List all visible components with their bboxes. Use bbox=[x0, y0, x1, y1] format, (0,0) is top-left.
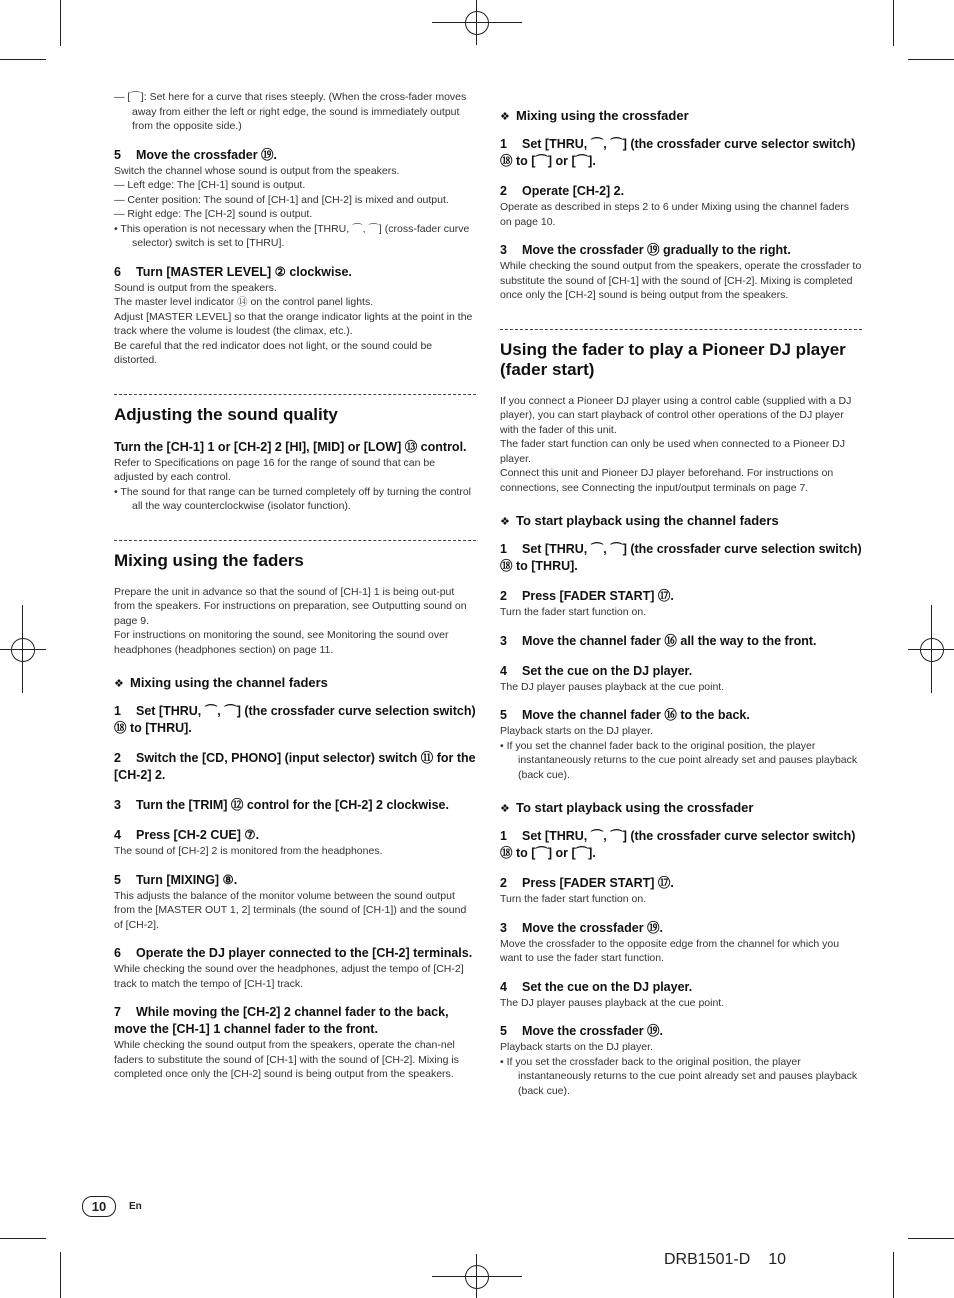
crop-mark bbox=[60, 1252, 61, 1298]
paragraph: The DJ player pauses playback at the cue point. bbox=[500, 680, 725, 693]
step-number: 5 bbox=[500, 1024, 507, 1038]
registration-circle bbox=[11, 638, 35, 662]
paragraph: Be careful that the red indicator does not light, or the sound could be distorted. bbox=[114, 339, 433, 366]
list-item: — Left edge: The [CH-1] sound is output. bbox=[114, 179, 306, 191]
step-text: Move the crossfader ⑲. bbox=[522, 920, 664, 935]
paragraph: While checking the sound output from the speakers, operate the chan-nel faders to substitute the sound of [CH-1] with the sound of [CH-2]. Mixing is completed once only the [CH-2] sound is being output from the speakers. bbox=[114, 1039, 459, 1080]
paragraph: If you connect a Pioneer DJ player using a control cable (supplied with a DJ player), you can start playback of control other operations of the DJ player with the fader of this unit. bbox=[500, 394, 852, 436]
left-column bbox=[114, 90, 476, 1082]
step-text: Operate the DJ player connected to the [CH-2] terminals. bbox=[136, 946, 473, 960]
step-number: 4 bbox=[114, 828, 121, 842]
step-heading bbox=[500, 588, 862, 605]
step-text: Set the cue on the DJ player. bbox=[522, 979, 693, 994]
step-heading bbox=[500, 979, 862, 996]
step-number: 2 bbox=[500, 876, 507, 890]
step-number: 4 bbox=[500, 663, 507, 678]
paragraph: Switch the channel whose sound is output from the speakers. bbox=[114, 164, 400, 177]
paragraph: Turn the fader start function on. bbox=[500, 606, 647, 618]
section-divider bbox=[500, 329, 862, 330]
step-text: Move the crossfader ⑲ gradually to the right. bbox=[522, 243, 791, 257]
step-heading bbox=[500, 183, 862, 200]
paragraph: Playback starts on the DJ player. bbox=[500, 1041, 653, 1053]
step-number: 2 bbox=[114, 751, 121, 765]
list-item: — Center position: The sound of [CH-1] and [CH-2] is mixed and output. bbox=[114, 193, 449, 206]
step-heading bbox=[114, 827, 476, 844]
step-heading bbox=[500, 875, 862, 892]
crop-mark bbox=[893, 0, 894, 46]
step-text: Set [THRU, ⌒, ⌒] (the crossfader curve selector switch) ⑱ to [⌒] or [⌒]. bbox=[500, 829, 856, 860]
list-item: • This operation is not necessary when the [THRU, ⌒, ⌒] (cross-fader curve selector) switch is set to [THRU]. bbox=[114, 222, 470, 249]
section-heading: Adjusting the sound quality bbox=[114, 404, 338, 424]
paragraph: The master level indicator ⑭ on the control panel lights. bbox=[114, 296, 374, 308]
paragraph: Turn the fader start function on. bbox=[500, 893, 647, 905]
language-label: En bbox=[129, 1201, 142, 1212]
step-text: Move the crossfader ⑲. bbox=[522, 1024, 664, 1038]
document-code bbox=[664, 1251, 786, 1269]
step-number: 6 bbox=[114, 946, 121, 960]
step-number: 2 bbox=[500, 589, 507, 603]
paragraph: Prepare the unit in advance so that the sound of [CH-1] 1 is being out-put from the speakers. For instructions on preparation, see Outputting sound on page 9. bbox=[114, 585, 467, 627]
step-number: 3 bbox=[500, 633, 507, 648]
page-number-badge: 10 bbox=[82, 1196, 116, 1217]
step-heading bbox=[500, 136, 862, 170]
step-heading bbox=[114, 147, 476, 164]
step-number: 7 bbox=[114, 1005, 121, 1019]
step-heading bbox=[114, 945, 476, 962]
step-text: Turn [MIXING] ⑧. bbox=[136, 872, 238, 887]
doc-code-text: DRB1501-D bbox=[664, 1251, 751, 1268]
step-text: Move the crossfader ⑲. bbox=[136, 147, 278, 162]
step-heading bbox=[114, 439, 476, 456]
paragraph: The sound of [CH-2] 2 is monitored from the headphones. bbox=[114, 845, 383, 857]
section-heading: Using the fader to play a Pioneer DJ player (fader start) bbox=[500, 339, 846, 379]
step-text: Set [THRU, ⌒, ⌒] (the crossfader curve selection switch) ⑱ to [THRU]. bbox=[114, 704, 476, 735]
paragraph: The DJ player pauses playback at the cue point. bbox=[500, 996, 725, 1009]
list-item: — [⌒]: Set here for a curve that rises steeply. (When the cross-fader moves away from either the left or right edge, the sound is immediately output from the opposite side.) bbox=[114, 91, 467, 132]
crop-mark bbox=[0, 59, 46, 60]
subsection-heading: ❖ To start playback using the crossfader bbox=[500, 800, 862, 815]
paragraph: While checking the sound output from the speakers, operate the crossfader to substitute the sound of [CH-1] with the sound of [CH-2]. Mixing is completed once only the [CH-2] sound is being output from the speakers. bbox=[500, 260, 862, 301]
list-item: — Right edge: The [CH-2] sound is output. bbox=[114, 208, 313, 220]
subsection-heading: ❖ Mixing using the crossfader bbox=[500, 108, 862, 123]
step-number: 1 bbox=[114, 704, 121, 718]
step-heading bbox=[114, 703, 476, 737]
step-text: Turn the [CH-1] 1 or [CH-2] 2 [HI], [MID] or [LOW] ⑬ control. bbox=[114, 439, 467, 454]
step-number: 4 bbox=[500, 979, 507, 994]
list-item: • If you set the crossfader back to the original position, the player instantaneously returns to the cue point already set and pauses playback (back cue). bbox=[500, 1055, 858, 1097]
step-text: Press [FADER START] ⑰. bbox=[522, 876, 674, 890]
step-heading bbox=[500, 663, 862, 680]
step-number: 1 bbox=[500, 829, 507, 843]
crop-mark bbox=[0, 1238, 46, 1239]
step-heading bbox=[500, 242, 862, 259]
paragraph: Operate as described in steps 2 to 6 under Mixing using the channel faders on page 10. bbox=[500, 201, 850, 228]
paragraph: For instructions on monitoring the sound, see Monitoring the sound over headphones (headphones section) on page 11. bbox=[114, 629, 449, 656]
section-divider bbox=[114, 394, 476, 395]
crop-mark bbox=[908, 59, 954, 60]
step-text: Press [FADER START] ⑰. bbox=[522, 589, 674, 603]
step-heading bbox=[114, 264, 476, 281]
step-number: 1 bbox=[500, 542, 507, 556]
step-heading bbox=[500, 707, 862, 724]
list-item: • The sound for that range can be turned completely off by turning the control all the way counterclockwise (isolator function). bbox=[114, 485, 472, 512]
step-heading bbox=[500, 828, 862, 862]
step-heading bbox=[500, 1023, 862, 1040]
step-number: 5 bbox=[114, 872, 121, 887]
crop-mark bbox=[908, 1238, 954, 1239]
doc-page-text: 10 bbox=[768, 1251, 787, 1268]
step-text: Turn [MASTER LEVEL] ② clockwise. bbox=[136, 264, 352, 279]
paragraph: Sound is output from the speakers. bbox=[114, 281, 277, 294]
step-text: Operate [CH-2] 2. bbox=[522, 184, 625, 198]
step-number: 3 bbox=[500, 243, 507, 257]
registration-circle bbox=[465, 11, 489, 35]
step-text: Turn the [TRIM] ⑫ control for the [CH-2] 2 clockwise. bbox=[136, 798, 449, 812]
step-text: Set [THRU, ⌒, ⌒] (the crossfader curve selection switch) ⑱ to [THRU]. bbox=[500, 542, 862, 573]
step-text: Set the cue on the DJ player. bbox=[522, 663, 693, 678]
step-text: Set [THRU, ⌒, ⌒] (the crossfader curve selector switch) ⑱ to [⌒] or [⌒]. bbox=[500, 137, 856, 168]
step-heading bbox=[500, 920, 862, 937]
step-text: While moving the [CH-2] 2 channel fader to the back, move the [CH-1] 1 channel fader to the front. bbox=[114, 1005, 449, 1036]
step-number: 3 bbox=[500, 920, 507, 935]
list-item: • If you set the channel fader back to the original position, the player instantaneously returns to the cue point already set and pauses playback (back cue). bbox=[500, 739, 858, 781]
section-divider bbox=[114, 540, 476, 541]
subsection-heading: ❖ Mixing using the channel faders bbox=[114, 675, 476, 690]
paragraph: While checking the sound over the headphones, adjust the tempo of [CH-2] track to match the tempo of [CH-1] track. bbox=[114, 963, 464, 990]
paragraph: Move the crossfader to the opposite edge from the channel for which you want to use the fader start function. bbox=[500, 937, 840, 964]
paragraph: Refer to Specifications on page 16 for the range of sound that can be adjusted by each control. bbox=[114, 456, 436, 483]
crop-mark bbox=[60, 0, 61, 46]
step-heading bbox=[114, 872, 476, 889]
step-text: Press [CH-2 CUE] ⑦. bbox=[136, 828, 260, 842]
step-heading bbox=[114, 1004, 476, 1038]
paragraph: The fader start function can only be used when connected to a Pioneer DJ player. bbox=[500, 438, 845, 465]
registration-circle bbox=[920, 638, 944, 662]
step-number: 5 bbox=[114, 147, 121, 162]
step-number: 1 bbox=[500, 137, 507, 151]
step-text: Move the channel fader ⑯ all the way to the front. bbox=[522, 633, 817, 648]
registration-circle bbox=[465, 1265, 489, 1289]
step-heading bbox=[500, 541, 862, 575]
step-heading bbox=[114, 797, 476, 814]
paragraph: Adjust [MASTER LEVEL] so that the orange indicator lights at the point in the track where the volume is loudest (the climax, etc.). bbox=[114, 310, 473, 337]
step-text: Switch the [CD, PHONO] (input selector) switch ⑪ for the [CH-2] 2. bbox=[114, 751, 476, 782]
step-number: 2 bbox=[500, 184, 507, 198]
paragraph: Playback starts on the DJ player. bbox=[500, 725, 653, 737]
step-number: 3 bbox=[114, 798, 121, 812]
step-number: 5 bbox=[500, 708, 507, 722]
section-heading: Mixing using the faders bbox=[114, 550, 304, 570]
step-text: Move the channel fader ⑯ to the back. bbox=[522, 708, 750, 722]
step-heading bbox=[500, 633, 862, 650]
step-heading bbox=[114, 750, 476, 784]
crop-mark bbox=[893, 1252, 894, 1298]
right-column bbox=[500, 90, 862, 1098]
paragraph: This adjusts the balance of the monitor volume between the sound output from the [MASTER OUT 1, 2] terminals (the sound of [CH-1]) and the sound of [CH-2]. bbox=[114, 889, 467, 931]
step-number: 6 bbox=[114, 264, 121, 279]
paragraph: Connect this unit and Pioneer DJ player beforehand. For instructions on connections, see Connecting the input/output terminals on page 7. bbox=[500, 467, 834, 494]
subsection-heading: ❖ To start playback using the channel faders bbox=[500, 513, 862, 528]
